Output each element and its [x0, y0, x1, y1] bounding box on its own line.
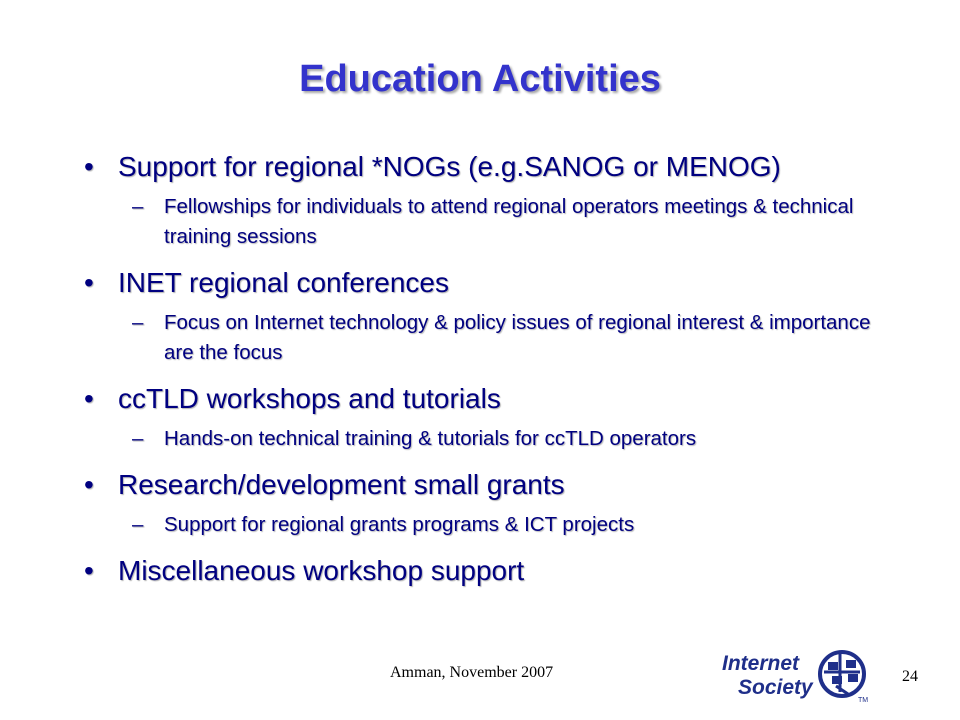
bullet-item — [84, 380, 904, 466]
bullet-item — [84, 466, 904, 552]
sub-bullet-text: Hands-on technical training & tutorials for ccTLD operators — [164, 427, 697, 450]
bullet-text: INET regional conferences — [118, 267, 449, 298]
isoc-globe-icon — [820, 652, 864, 696]
bullet-item — [84, 148, 904, 264]
bullet-glyph: • — [84, 151, 94, 182]
logo-word-society: Society — [738, 676, 813, 699]
logo-word-internet: Internet — [722, 652, 800, 675]
bullet-list — [84, 148, 904, 590]
bullet-glyph: • — [84, 555, 94, 586]
sub-bullet-glyph: – — [132, 513, 144, 536]
sub-bullet-glyph: – — [132, 427, 144, 450]
bullet-text: Miscellaneous workshop support — [118, 555, 525, 586]
bullet-text: Support for regional *NOGs (e.g.SANOG or MENOG) — [118, 151, 781, 182]
slide-title: Education Activities — [299, 58, 661, 100]
sub-bullet-text: Focus on Internet technology & policy issues of regional interest & importance are the focus — [164, 311, 871, 364]
bullet-glyph: • — [84, 267, 94, 298]
sub-bullet-text: Support for regional grants programs & ICT projects — [164, 513, 635, 536]
footer-location-date: Amman, November 2007 — [390, 664, 554, 681]
bullet-item — [84, 552, 904, 590]
sub-bullet-glyph: – — [132, 195, 144, 218]
logo-trademark: TM — [858, 697, 869, 704]
sub-bullet-text: Fellowships for individuals to attend regional operators meetings & technical training sessions — [164, 195, 854, 248]
sub-bullet-glyph: – — [132, 311, 144, 334]
page-number: 24 — [902, 668, 918, 685]
bullet-text: ccTLD workshops and tutorials — [118, 383, 501, 414]
bullet-item — [84, 264, 904, 380]
bullet-glyph: • — [84, 383, 94, 414]
internet-society-logo — [718, 644, 886, 706]
bullet-text: Research/development small grants — [118, 469, 565, 500]
bullet-glyph: • — [84, 469, 94, 500]
